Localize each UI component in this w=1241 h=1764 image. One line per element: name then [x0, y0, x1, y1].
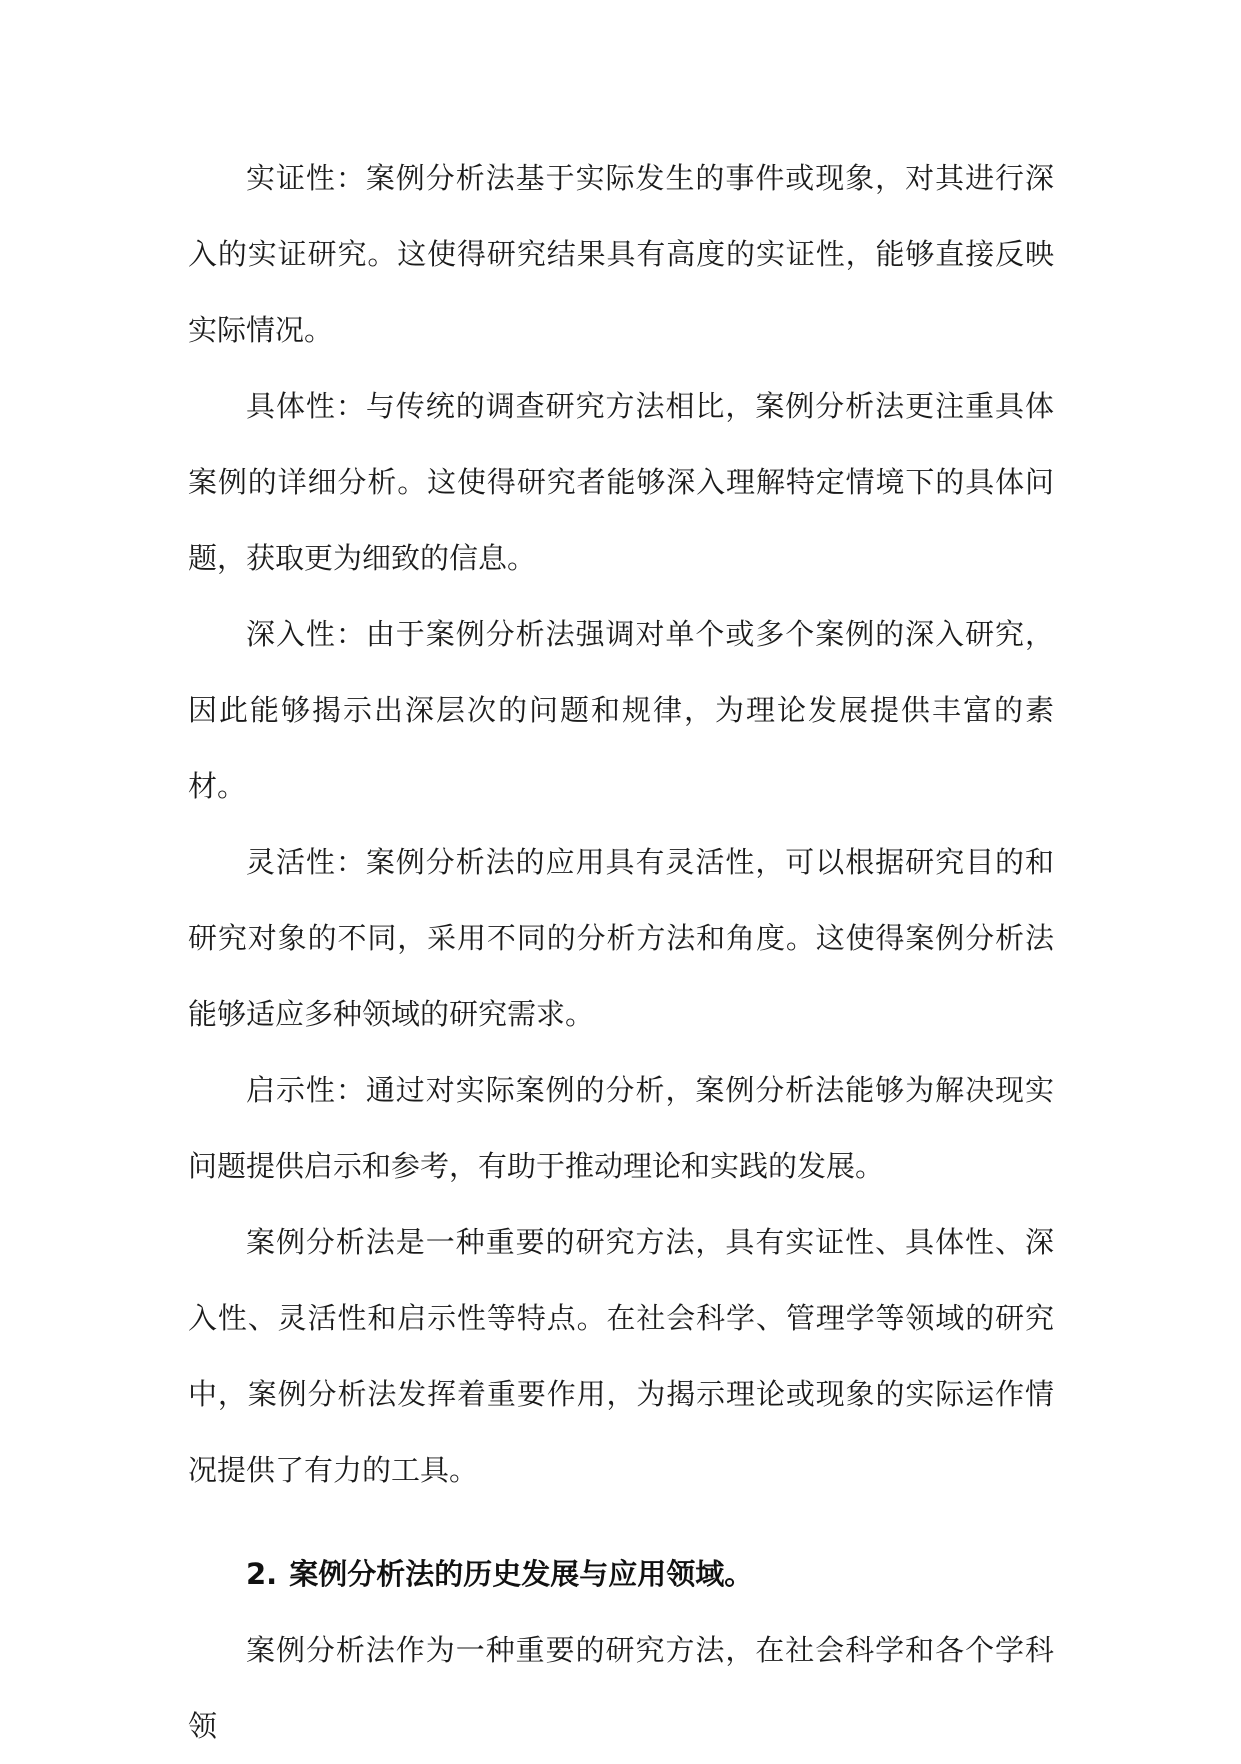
paragraph-history-intro: 案例分析法作为一种重要的研究方法，在社会科学和各个学科领 — [188, 1633, 1054, 1743]
section-heading — [188, 1536, 1054, 1612]
paragraph-depth: 深入性：由于案例分析法强调对单个或多个案例的深入研究，因此能够揭示出深层次的问题和规律，为理论发展提供丰富的素材。 — [188, 617, 1054, 803]
section-number: 2. — [246, 1557, 278, 1591]
section-title: 案例分析法的历史发展与应用领域。 — [289, 1557, 754, 1591]
paragraph-inspiration: 启示性：通过对实际案例的分析，案例分析法能够为解决现实问题提供启示和参考，有助于推动理论和实践的发展。 — [188, 1073, 1054, 1183]
paragraph-specificity: 具体性：与传统的调查研究方法相比，案例分析法更注重具体案例的详细分析。这使得研究者能够深入理解特定情境下的具体问题，获取更为细致的信息。 — [188, 389, 1054, 575]
paragraph-flexibility: 灵活性：案例分析法的应用具有灵活性，可以根据研究目的和研究对象的不同，采用不同的分析方法和角度。这使得案例分析法能够适应多种领域的研究需求。 — [188, 845, 1054, 1031]
body-text — [188, 140, 1054, 1764]
paragraph-summary: 案例分析法是一种重要的研究方法，具有实证性、具体性、深入性、灵活性和启示性等特点。在社会科学、管理学等领域的研究中，案例分析法发挥着重要作用，为揭示理论或现象的实际运作情况提供了有力的工具。 — [188, 1225, 1054, 1487]
paragraph-empirical: 实证性：案例分析法基于实际发生的事件或现象，对其进行深入的实证研究。这使得研究结果具有高度的实证性，能够直接反映实际情况。 — [188, 161, 1054, 347]
